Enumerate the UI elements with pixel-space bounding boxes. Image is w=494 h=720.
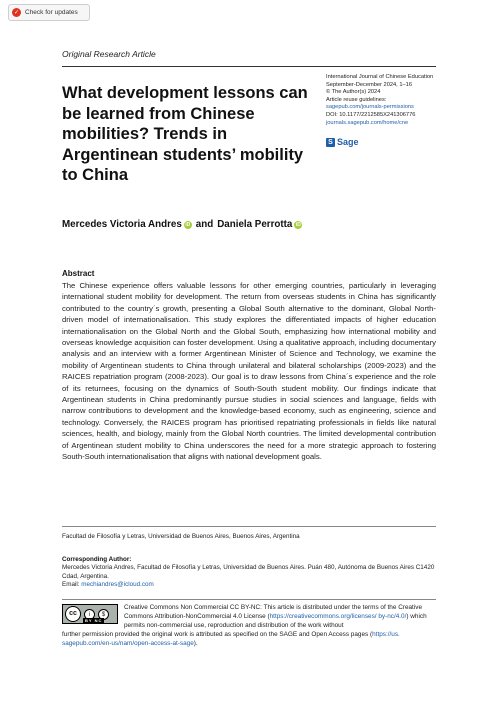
journal-home-link[interactable]: journals.sagepub.com/home/cne: [326, 119, 409, 126]
author-conjunction: and: [195, 219, 214, 230]
license-line: Creative Commons Attribution-NonCommercial 4.0 License (: [124, 604, 422, 620]
license-link[interactable]: https://creativecommons.org/licenses/: [269, 612, 377, 620]
update-icon: ✓: [13, 10, 20, 16]
cc-badge-label: BY NC: [85, 618, 103, 623]
noncommercial-icon: $: [98, 609, 109, 620]
reuse-label: Article reuse guidelines:: [326, 96, 387, 103]
footnote-rule: [62, 526, 436, 527]
article-type: Original Research Article: [62, 49, 156, 59]
email-label: Email:: [62, 581, 80, 589]
copyright: © The Author(s) 2024: [326, 89, 381, 96]
corresponding-details: [62, 564, 448, 590]
license-rule: [62, 599, 436, 600]
corresponding-heading: Corresponding Author:: [62, 556, 132, 563]
journal-issue: September-December 2024, 1–16: [326, 81, 412, 88]
license-line: Creative Commons Non Commercial CC BY-NC: This article is distributed under the terms of the: [124, 604, 397, 611]
open-access-link[interactable]: https://us.: [372, 630, 400, 638]
orcid-icon[interactable]: iD: [295, 221, 301, 228]
affiliation: Facultad de Filosofía y Letras, Universidad de Buenos Aires, Buenos Aires, Argentina: [62, 533, 300, 540]
publisher-logo: [326, 137, 359, 147]
license-text: [62, 604, 448, 649]
check-for-updates-badge[interactable]: [8, 4, 90, 21]
license-link[interactable]: by-nc/4.0/: [378, 612, 407, 620]
license-line: further permission provided the original work is attributed as specified on the SAGE and Open Access pages (: [62, 630, 373, 638]
publisher-name: Sage: [337, 137, 359, 147]
author-line: [62, 219, 306, 230]
doi: DOI: 10.1177/2212585X241306776: [326, 111, 416, 118]
check-for-updates-label: Check for updates: [25, 9, 78, 16]
abstract-body: The Chinese experience offers valuable lessons for other emerging countries, particularly in leveraging international student mobility for development. The return from overseas students in China has significantly contributed to the country´s growth, presenting a Global South alternative to the dominant, Global North-driven model of internationalisation. This study explores the differentiated impacts of higher education internationalisation on the Global North and the Global South, emphasizing how international mobility and overseas knowledge acquisition can foster development. Using a qualitative approach, including documentary analysis and an interview with a former Argentinean Minister of Science and Technology, we examine the mobility of Argentinean students to China through unilateral and bilateral scholarships (2009-2023) and the RAICES repatriation program (2008-2023). Our goal is to draw lessons from China´s experience and the role of its returnees, focusing on the dynamics of South-South student mobility. Our findings indicate that Argentinean students in China predominantly pursue studies in social sciences and language, fields with narrow contributions to development and the knowledge-based economy, such as engineering, science and technology. Conversely, the RAICES program has prioritised repatriating professionals in fields like natural sciences, health, and biology, mainly from the Global North countries. The limited developmental contribution of Argentinean student mobility to China underscores the need for a more strategic approach to fostering South-South internationalisation that aligns with national development goals.: [62, 281, 436, 462]
author-name: Daniela Perrotta: [217, 219, 293, 230]
cc-license-badge[interactable]: [62, 604, 118, 624]
email-link[interactable]: mechiandres@icloud.com: [81, 581, 154, 589]
header-rule: [62, 66, 436, 67]
journal-name: International Journal of Chinese Education: [326, 74, 434, 80]
reuse-link[interactable]: sagepub.com/journals-permissions: [326, 104, 414, 111]
orcid-icon[interactable]: iD: [185, 221, 191, 228]
sage-logo-icon: S: [326, 138, 335, 147]
author-name: Mercedes Victoria Andres: [62, 219, 182, 230]
license-line: ) which permits non-commercial use, reproduction and distribution of the work without: [124, 612, 427, 629]
journal-meta: [326, 74, 446, 127]
license-end: ).: [193, 639, 198, 647]
corresponding-address: Mercedes Victoria Andres, Facultad de Filosofía y Letras, Universidad de Buenos Aires. Puán 480, Autónoma de Buenos Aires C1420 Cdad, Argentina.: [62, 564, 435, 580]
creative-commons-icon: cc: [65, 606, 81, 622]
article-title: What development lessons can be learned from Chinese mobilities? Trends in Argentinean students’ mobility to China: [62, 84, 308, 184]
abstract-heading: Abstract: [62, 269, 95, 278]
attribution-icon: i: [84, 609, 95, 620]
open-access-link[interactable]: sagepub.com/en-us/nam/open-access-at-sage: [62, 639, 194, 647]
